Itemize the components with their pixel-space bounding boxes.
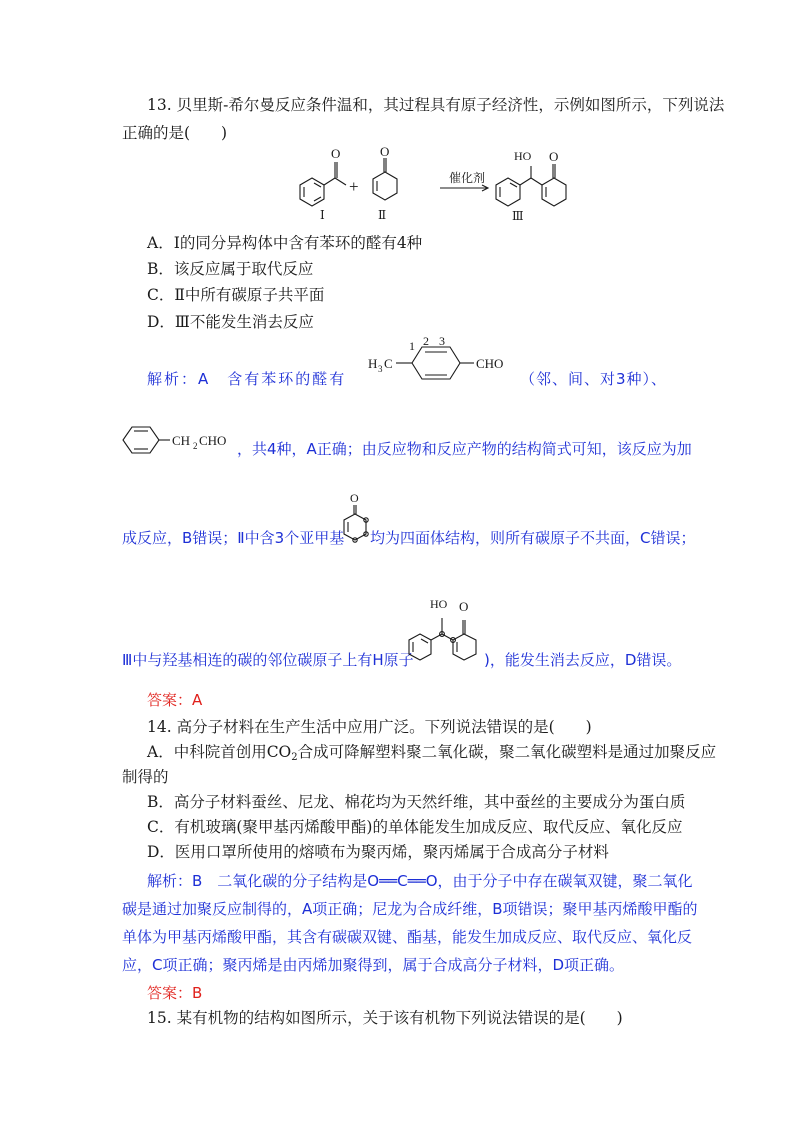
q13-analysis-part6: Ⅲ中与羟基相连的碳的邻位碳原子上有H原子: [122, 651, 414, 669]
q14-option-a-line2: 制得的: [122, 768, 169, 786]
ch2-subscript: 2: [193, 441, 198, 451]
label-compound-3: Ⅲ: [512, 209, 524, 223]
q13-option-b: B．该反应属于取代反应: [147, 260, 314, 278]
atom-ho-2: HO: [430, 597, 448, 611]
q14-option-b: B．高分子材料蚕丝、尼龙、棉花均为天然纤维，其中蚕丝的主要成分为蛋白质: [147, 793, 686, 811]
q14-option-c: C．有机玻璃(聚甲基丙烯酸甲酯)的单体能发生加成反应、取代反应、氧化反应: [147, 818, 683, 836]
q13-analysis-part5: 均为四面体结构，则所有碳原子不共面，C错误；: [370, 529, 696, 547]
cho-group: CHO: [476, 356, 504, 371]
atom-o-1: O: [331, 146, 341, 161]
reaction-scheme: [290, 140, 570, 225]
label-compound-1: Ⅰ: [320, 208, 325, 222]
catalyst-label: 催化剂: [449, 171, 486, 185]
q13-stem-line1: 13. 贝里斯-希尔曼反应条件温和，其过程具有原子经济性，示例如图所示，下列说法: [147, 96, 725, 114]
product-iii-structure: [404, 594, 490, 666]
position-1: 1: [409, 339, 415, 353]
q14-stem: 14. 高分子材料在生产生活中应用广泛。下列说法错误的是( ): [147, 718, 592, 736]
q14-analysis-line4: 应，C项正确；聚丙烯是由丙烯加聚得到，属于合成高分子材料，D项正确。: [122, 956, 625, 974]
q13-option-d: D．Ⅲ不能发生消去反应: [147, 313, 314, 331]
q13-analysis-part4: 成反应，B错误；Ⅱ中含3个亚甲基: [122, 529, 345, 547]
ch3-subscript: 3: [378, 364, 383, 374]
atom-o-4: O: [459, 599, 469, 614]
q14-option-a-pre: A．中科院首创用CO: [147, 743, 292, 761]
q13-option-c: C．Ⅱ中所有碳原子共平面: [147, 286, 325, 304]
q13-answer: 答案：A: [147, 691, 203, 709]
q14-option-d: D．医用口罩所使用的熔喷布为聚丙烯，聚丙烯属于合成高分子材料: [147, 843, 609, 861]
ch2-cho: CHO: [199, 433, 227, 448]
plus-sign: +: [349, 177, 359, 196]
phenylacetaldehyde-structure: [122, 423, 242, 457]
q13-stem-line2: 正确的是( ): [122, 124, 228, 142]
q13-analysis-part1: 解析：A 含有苯环的醛有: [147, 370, 347, 388]
ch3-h: H: [368, 356, 378, 371]
q15-stem: 15. 某有机物的结构如图所示，关于该有机物下列说法错误的是( ): [147, 1009, 623, 1027]
q13-analysis-part3: ，共4种，A正确；由反应物和反应产物的结构简式可知，该反应为加: [237, 440, 692, 458]
q14-answer: 答案：B: [147, 984, 203, 1002]
q14-option-a-post: 合成可降解塑料聚二氧化碳，聚二氧化碳塑料是通过加聚反应: [297, 743, 717, 761]
ch3-c: C: [384, 356, 393, 371]
label-compound-2: Ⅱ: [378, 208, 387, 222]
atom-o-2: O: [380, 144, 390, 159]
q13-option-a: A．Ⅰ的同分异构体中含有苯环的醛有4种: [147, 234, 423, 252]
q13-analysis-part7: )，能发生消去反应，D错误。: [484, 651, 682, 669]
tolualdehyde-structure: [368, 333, 518, 385]
co2-subscript: 2: [291, 752, 298, 763]
atom-o-3: O: [549, 149, 559, 164]
ch2-c: CH: [172, 433, 191, 448]
q13-analysis-part2: （邻、间、对3种）、: [520, 370, 668, 388]
atom-ho: HO: [514, 149, 532, 163]
q14-analysis-line3: 单体为甲基丙烯酸甲酯，其含有碳碳双键、酯基，能发生加成反应、取代反应、氧化反: [122, 928, 693, 946]
q14-analysis-line1: 解析：B 二氧化碳的分子结构是O══C══O，由于分子中存在碳氧双键，聚二氧化: [147, 872, 693, 890]
atom-o-ring: O: [350, 491, 359, 505]
position-3: 3: [439, 334, 445, 348]
q14-option-a: [147, 742, 716, 762]
position-2: 2: [423, 334, 429, 348]
q14-analysis-line2: 碳是通过加聚反应制得的，A项正确；尼龙为合成纤维，B项错误；聚甲基丙烯酸甲酯的: [122, 900, 698, 918]
